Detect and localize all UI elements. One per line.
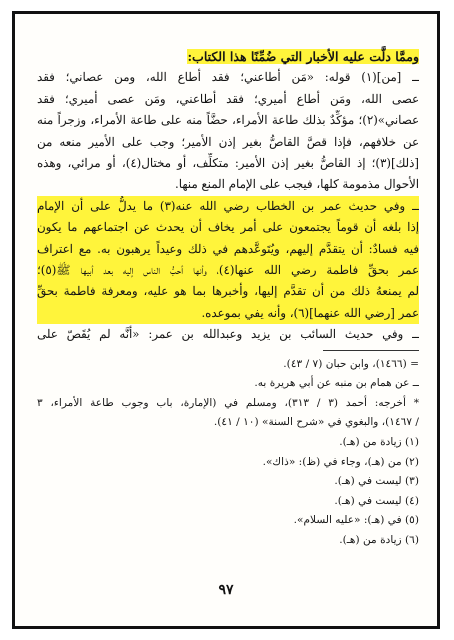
text-line: عصى الله، ومَن أطاع أميري؛ فقد أطاعني، ومَن عصى أميري؛ فقد: [37, 91, 419, 106]
book-page: [12, 11, 440, 629]
text-line: لم يمنعهُ ذلك من أن تقدَّم إليها، وأخبرها بما هو عليه، ومعرفة فاطمة بحقِّ: [37, 284, 419, 299]
footnotes: [37, 355, 419, 551]
text-line: الأحوال مذمومة كلها، فيجب على الإمام المنع منها.: [174, 177, 419, 192]
text-line: عمر بحقِّ فاطمة رضي الله عنها(٤)، وأنها أحبُّ الناس إليه بعد أبيها ﷺ(٥)؛: [37, 263, 419, 278]
footnote: (٥) في (هـ): «عليه السلام».: [293, 514, 419, 527]
footnote: * أخرجه: أحمد (٣ / ٣١٣)، ومسلم في (الإمارة، باب وجوب طاعة الأمراء، ٣: [37, 396, 419, 409]
footnote: (٢) من (هـ)، وجاء في (ظ): «ذاك».: [262, 455, 419, 468]
footnote: (٦) زيادة من (هـ).: [339, 534, 419, 547]
page-content: [37, 46, 419, 551]
text-line: [ذلك](٣)؛ إذ القاصُّ بغير إذن الأمير: متكلِّف، أو مختال(٤)، أو مرائي، وهذه: [37, 156, 419, 171]
text-line: عصاني»(٢)؛ مؤكِّدٌ بذلك طاعة الأمراء، حضَّاً منه على طاعة الأمراء، وزجراً منه: [37, 113, 419, 128]
text-line: إذا بلغه أن قوماً يجتمعون على أمر يخاف أن يحدث عن اجتماعهم ما يكون: [37, 220, 419, 235]
text-line: عمر [رضي الله عنهما](٦)، وأنه يفي بموعده.: [201, 305, 419, 320]
footnote: (٣) ليست في (هـ).: [334, 475, 419, 488]
paragraph-obedience: [37, 67, 419, 195]
section-heading: [37, 46, 419, 67]
footnote: ــ عن همام بن منبه عن أبي هريرة به.: [254, 377, 419, 390]
footnote: (١) زيادة من (هـ).: [339, 436, 419, 449]
page-number: ٩٧: [218, 582, 234, 598]
footnote-separator: [323, 350, 419, 351]
footnote: (٤) ليست في (هـ).: [334, 494, 419, 507]
text-line: ــ وفي حديث عمر بن الخطاب رضي الله عنه(٣) ما يدلُّ على أن الإمام: [37, 198, 419, 213]
heading-highlight: وممَّا دلَّت عليه الأخبار التي ضُمِّنًا هذا الكتاب:: [187, 49, 419, 64]
text-line: عن خلافهم، فإذا قصَّ القاصُّ بغير إذن الأمير؛ وجب على الأمير منعه من: [37, 134, 419, 149]
text-line: فيه فسادٌ: أن يتقدَّم إليهم، ويُتَوعَّدهم في ذلك وعيداً يرهبون به. مع اعتراف: [37, 241, 419, 256]
footnote: / ١٤٦٧)، والبغوي في «شرح السنة» (١٠ / ٤١).: [213, 416, 419, 429]
paragraph-saib: ــ وفي حديث السائب بن يزيد وعبدالله بن عمر: «أنَّه لم يُقَصّ على: [37, 327, 419, 342]
text-line: ــ [من](١) قوله: «مَن أطاعني؛ فقد أطاع الله، ومن عصاني؛ فقد: [37, 70, 419, 85]
footnote: = (١٤٦٦)، وابن حبان (٧ / ٤٣).: [283, 357, 419, 370]
paragraph-umar-highlighted: [37, 196, 419, 324]
